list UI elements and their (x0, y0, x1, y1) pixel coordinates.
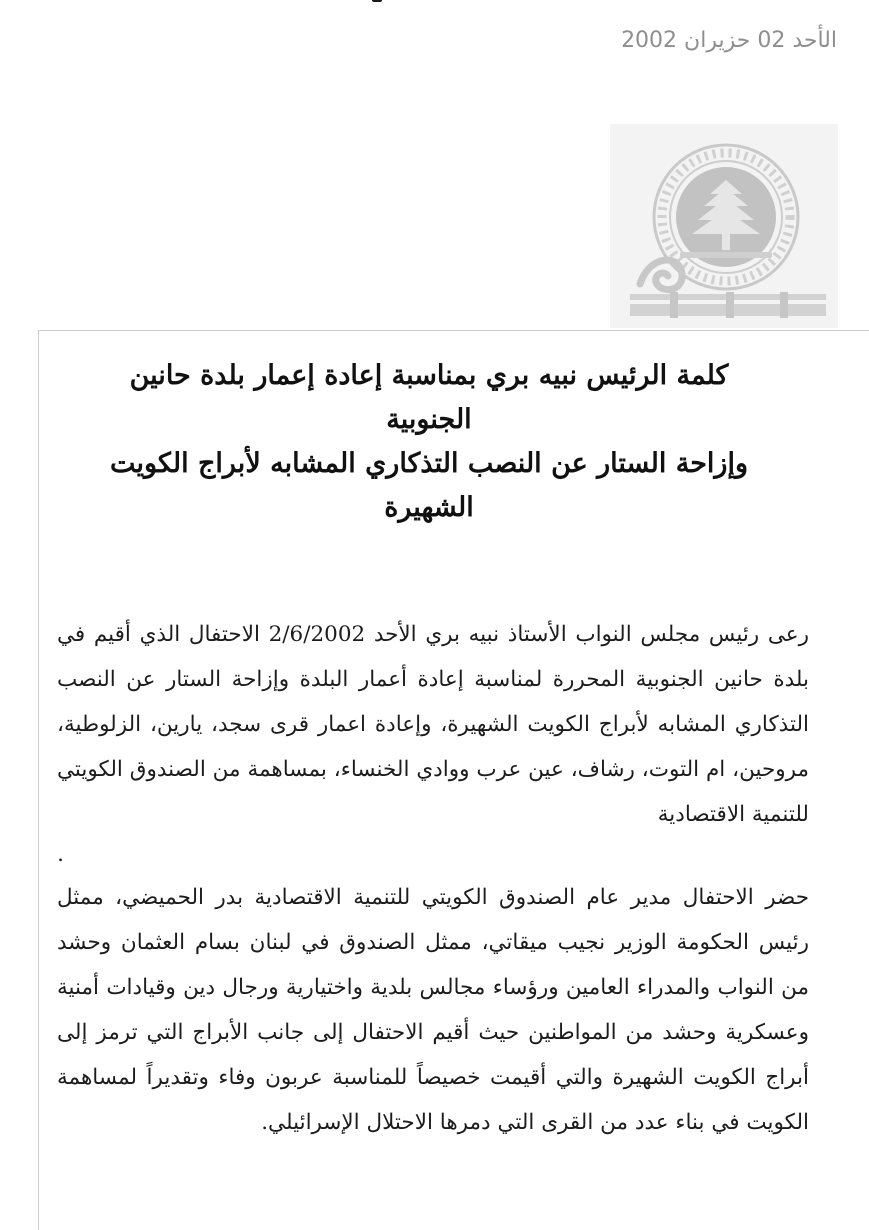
cropped-heading-fragment (372, 0, 382, 2)
lebanese-parliament-cedar-emblem-icon (610, 124, 838, 328)
paragraph-one: رعى رئيس مجلس النواب الأستاذ نبيه بري الأحد 2/6/2002 الاحتفال الذي أقيم في بلدة حانين الجنوبية المحررة لمناسبة إعادة أعمار البلدة وإزاحة الستار عن النصب التذكاري المشابه لأبراج الكويت الشهيرة، وإعادة اعمار قرى سجد، يارين، الزلوطية، مروحين، ام التوت، رشاف، عين عرب ووادي الخنساء، بمساهمة من الصندوق الكويتي للتنمية الاقتصادية (57, 622, 809, 827)
title-line: وإزاحة الستار عن النصب التذكاري المشابه لأبراج الكويت (109, 448, 749, 479)
article-title (69, 354, 789, 530)
paragraph-two: حضر الاحتفال مدير عام الصندوق الكويتي للتنمية الاقتصادية بدر الحميضي، ممثل رئيس الحكومة الوزير نجيب ميقاتي، ممثل الصندوق في لبنان بسام العثمان وحشد من النواب والمدراء العامين ورؤساء مجالس بلدية واختيارية ورجال دين وقيادات أمنية وعسكرية وحشد من المواطنين حيث أقيم الاحتفال إلى جانب الأبراج التي ترمز إلى أبراج الكويت الشهيرة والتي أقيمت خصيصاً للمناسبة عربون وفاء وتقديراً لمساهمة الكويت في بناء عدد من القرى التي دمرها الاحتلال الإسرائيلي. (57, 885, 809, 1135)
paragraph-one-terminator: . (57, 842, 64, 867)
title-line: الشهيرة (384, 492, 474, 523)
article-body (57, 612, 809, 1145)
parliament-logo (610, 124, 838, 328)
publish-date: الأحد 02 حزيران 2002 (621, 28, 837, 53)
title-line: كلمة الرئيس نبيه بري بمناسبة إعادة إعمار بلدة حانين (129, 360, 729, 391)
title-line: الجنوبية (386, 404, 472, 435)
